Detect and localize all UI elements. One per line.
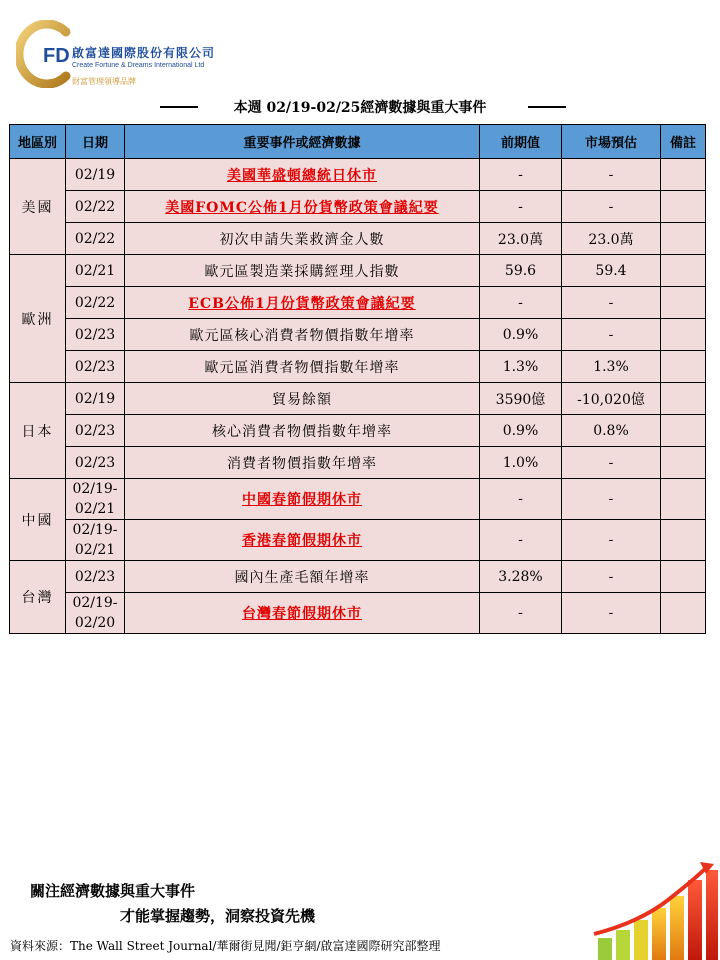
- date-cell: [66, 593, 125, 634]
- previous-value-cell: -: [480, 593, 562, 634]
- note-cell: [661, 191, 706, 223]
- note-cell: [661, 447, 706, 479]
- events-table: [9, 124, 706, 634]
- event-text: 國內生產毛額年增率: [234, 569, 370, 586]
- note-cell: [661, 520, 706, 561]
- page-title: 本週 02/19-02/25經濟數據與重大事件: [233, 100, 487, 116]
- table-row: [10, 561, 706, 593]
- growth-chart-icon: [590, 860, 720, 960]
- event-text: 貿易餘額: [272, 391, 332, 408]
- previous-value-cell: -: [480, 191, 562, 223]
- date-cell: 02/21: [66, 255, 125, 287]
- event-cell: [125, 447, 480, 479]
- previous-value-cell: -: [480, 159, 562, 191]
- date-start: 02/19-: [72, 595, 118, 611]
- title-left-rule: [160, 106, 198, 108]
- event-text: 核心消費者物價指數年增率: [212, 423, 392, 440]
- event-cell: [125, 415, 480, 447]
- event-text: ECB公佈1月份貨幣政策會議紀要: [188, 295, 416, 312]
- date-cell: 02/23: [66, 351, 125, 383]
- event-text: 台灣春節假期休市: [242, 606, 362, 622]
- event-text: 歐元區核心消費者物價指數年增率: [189, 327, 415, 344]
- date-start: 02/19-: [72, 481, 118, 497]
- forecast-value-cell: -: [562, 593, 661, 634]
- svg-text:FD: FD: [43, 45, 70, 67]
- footer-quote: [30, 880, 315, 926]
- table-row: [10, 415, 706, 447]
- table-row: [10, 255, 706, 287]
- event-cell: [125, 319, 480, 351]
- previous-value-cell: 3.28%: [480, 561, 562, 593]
- note-cell: [661, 319, 706, 351]
- event-cell: [125, 383, 480, 415]
- region-cell: 台灣: [10, 561, 66, 634]
- previous-value-cell: 23.0萬: [480, 223, 562, 255]
- forecast-value-cell: 0.8%: [562, 415, 661, 447]
- forecast-value-cell: -10,020億: [562, 383, 661, 415]
- company-slogan: 財富管理領導品牌: [72, 77, 136, 86]
- previous-value-cell: 3590億: [480, 383, 562, 415]
- page-title-row: [0, 97, 720, 117]
- previous-value-cell: 1.0%: [480, 447, 562, 479]
- date-end: 02/20: [74, 615, 116, 631]
- company-name: 啟富達國際股份有限公司: [72, 46, 216, 60]
- forecast-value-cell: -: [562, 319, 661, 351]
- event-text: 初次申請失業救濟金人數: [219, 231, 385, 248]
- note-cell: [661, 287, 706, 319]
- table-row: [10, 447, 706, 479]
- note-cell: [661, 561, 706, 593]
- date-cell: 02/22: [66, 223, 125, 255]
- previous-value-cell: 59.6: [480, 255, 562, 287]
- note-cell: [661, 593, 706, 634]
- event-text: 美國FOMC公佈1月份貨幣政策會議紀要: [165, 199, 439, 216]
- event-text: 香港春節假期休市: [242, 533, 362, 549]
- table-row: [10, 593, 706, 634]
- event-text: 美國華盛頓總統日休市: [227, 167, 377, 184]
- note-cell: [661, 383, 706, 415]
- events-table-body: [10, 159, 706, 634]
- region-cell: 日本: [10, 383, 66, 479]
- date-end: 02/21: [74, 542, 116, 558]
- date-cell: 02/19: [66, 159, 125, 191]
- header-previous: 前期值: [480, 125, 562, 159]
- event-text: 歐元區消費者物價指數年增率: [204, 359, 400, 376]
- event-text: 消費者物價指數年增率: [227, 455, 377, 472]
- forecast-value-cell: -: [562, 520, 661, 561]
- table-row: [10, 383, 706, 415]
- event-cell: [125, 255, 480, 287]
- highlighted-event-cell: [125, 593, 480, 634]
- previous-value-cell: 1.3%: [480, 351, 562, 383]
- table-row: [10, 520, 706, 561]
- note-cell: [661, 351, 706, 383]
- table-row: [10, 319, 706, 351]
- region-cell: 中國: [10, 479, 66, 561]
- date-start: 02/19-: [72, 522, 118, 538]
- previous-value-cell: -: [480, 479, 562, 520]
- header-date: 日期: [66, 125, 125, 159]
- previous-value-cell: 0.9%: [480, 319, 562, 351]
- date-cell: 02/23: [66, 319, 125, 351]
- forecast-value-cell: -: [562, 561, 661, 593]
- forecast-value-cell: -: [562, 159, 661, 191]
- note-cell: [661, 223, 706, 255]
- table-row: [10, 159, 706, 191]
- previous-value-cell: -: [480, 287, 562, 319]
- date-cell: 02/22: [66, 191, 125, 223]
- header-event: 重要事件或經濟數據: [125, 125, 480, 159]
- company-logo: [14, 18, 254, 96]
- forecast-value-cell: -: [562, 191, 661, 223]
- previous-value-cell: -: [480, 520, 562, 561]
- date-cell: 02/23: [66, 561, 125, 593]
- title-right-rule: [528, 106, 566, 108]
- highlighted-event-cell: [125, 479, 480, 520]
- note-cell: [661, 415, 706, 447]
- event-cell: [125, 351, 480, 383]
- note-cell: [661, 159, 706, 191]
- date-cell: [66, 479, 125, 520]
- header-region: 地區別: [10, 125, 66, 159]
- data-source-note: 資料來源：The Wall Street Journal/華爾街見聞/鉅亨網/啟富達國際研究部整理: [10, 939, 441, 953]
- forecast-value-cell: -: [562, 479, 661, 520]
- company-english-name: Create Fortune & Dreams International Ltd: [72, 62, 205, 69]
- region-cell: 歐洲: [10, 255, 66, 383]
- date-cell: 02/19: [66, 383, 125, 415]
- table-row: [10, 479, 706, 520]
- event-text: 中國春節假期休市: [242, 492, 362, 508]
- date-cell: 02/22: [66, 287, 125, 319]
- highlighted-event-cell: [125, 520, 480, 561]
- footer-quote-line2: 才能掌握趨勢，洞察投資先機: [120, 907, 316, 925]
- highlighted-event-cell: [125, 191, 480, 223]
- table-row: [10, 191, 706, 223]
- table-row: [10, 223, 706, 255]
- note-cell: [661, 479, 706, 520]
- forecast-value-cell: -: [562, 287, 661, 319]
- event-cell: [125, 561, 480, 593]
- date-cell: 02/23: [66, 447, 125, 479]
- forecast-value-cell: 59.4: [562, 255, 661, 287]
- date-cell: 02/23: [66, 415, 125, 447]
- header-note: 備註: [661, 125, 706, 159]
- date-end: 02/21: [74, 501, 116, 517]
- table-row: [10, 351, 706, 383]
- event-text: 歐元區製造業採購經理人指數: [204, 263, 400, 280]
- highlighted-event-cell: [125, 159, 480, 191]
- date-cell: [66, 520, 125, 561]
- event-cell: [125, 223, 480, 255]
- forecast-value-cell: 1.3%: [562, 351, 661, 383]
- note-cell: [661, 255, 706, 287]
- header-forecast: 市場預估: [562, 125, 661, 159]
- highlighted-event-cell: [125, 287, 480, 319]
- forecast-value-cell: 23.0萬: [562, 223, 661, 255]
- table-row: [10, 287, 706, 319]
- forecast-value-cell: -: [562, 447, 661, 479]
- region-cell: 美國: [10, 159, 66, 255]
- previous-value-cell: 0.9%: [480, 415, 562, 447]
- footer-quote-line1: 關注經濟數據與重大事件: [30, 882, 196, 900]
- logo-mark-icon: [16, 20, 76, 88]
- table-header-row: [10, 125, 706, 159]
